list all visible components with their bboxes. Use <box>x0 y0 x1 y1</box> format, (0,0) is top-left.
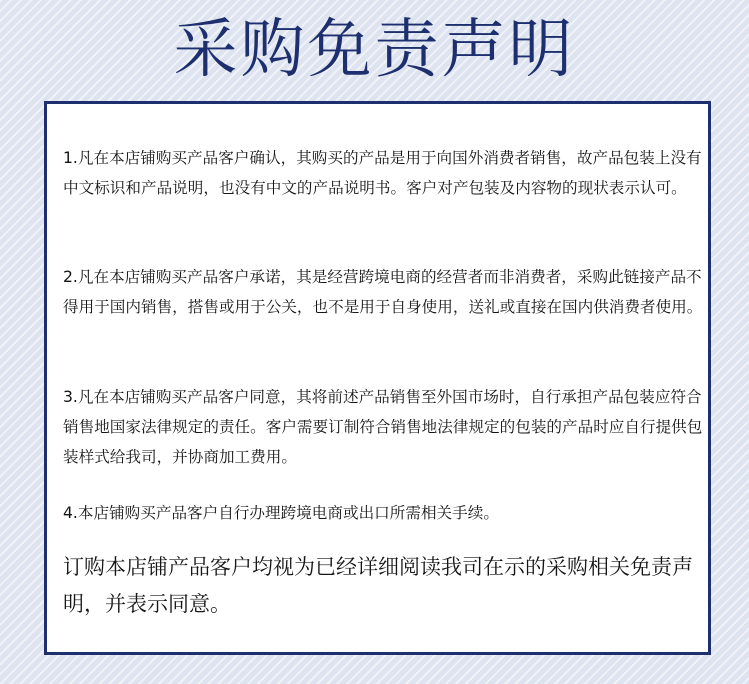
clause-4: 4.本店铺购买产品客户自行办理跨境电商或出口所需相关手续。 <box>63 504 499 522</box>
page-title: 采购免责声明 <box>173 13 576 87</box>
disclaimer-panel <box>44 101 711 655</box>
clause-1: 1.凡在本店铺购买产品客户确认，其购买的产品是用于向国外消费者销售，故产品包装上没有中文标识和产品说明，也没有中文的产品说明书。客户对产包装及内容物的现状表示认可。 <box>63 149 702 197</box>
clause-2: 2.凡在本店铺购买产品客户承诺，其是经营跨境电商的经营者而非消费者，采购此链接产品不得用于国内销售，搭售或用于公关，也不是用于自身使用，送礼或直接在国内供消费者使用。 <box>63 268 703 316</box>
clause-3: 3.凡在本店铺购买产品客户同意，其将前述产品销售至外国市场时，自行承担产品包装应符合销售地国家法律规定的责任。客户需要订制符合销售地法律规定的包装的产品时应自行提供包装样式给我司，并协商加工费用。 <box>63 388 703 466</box>
closing-statement: 订购本店铺产品客户均视为已经详细阅读我司在示的采购相关免责声明，并表示同意。 <box>63 555 693 616</box>
